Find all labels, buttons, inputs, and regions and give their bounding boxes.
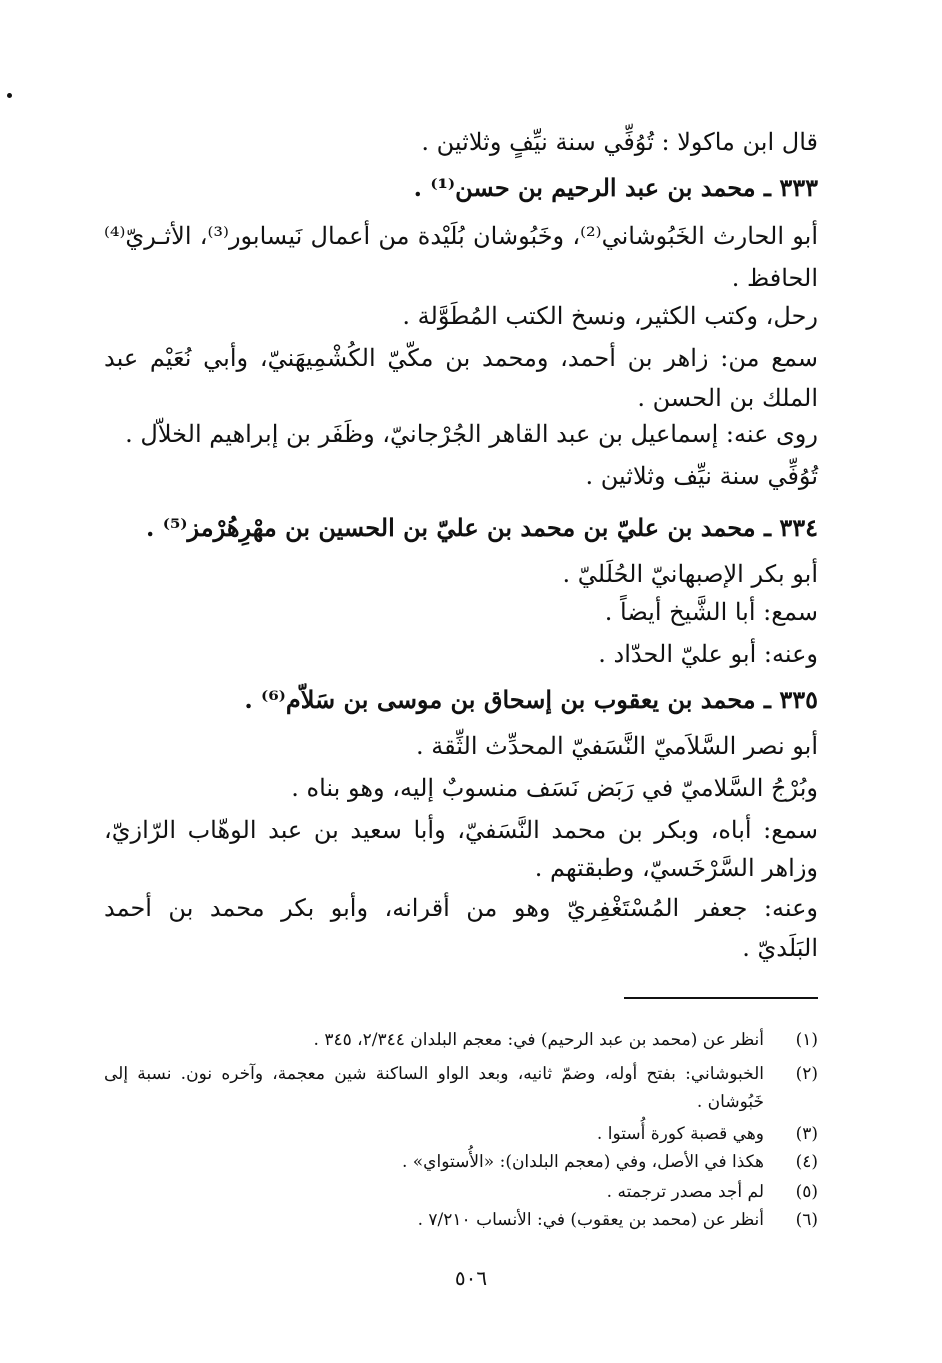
body-line: روى عنه: إسماعيل بن عبد القاهر الجُرْجانيّ، وظَفَر بن إبراهيم الخلاّل . xyxy=(125,420,818,448)
scan-speck xyxy=(7,93,12,98)
body-line: الحافظ . xyxy=(731,264,818,292)
body-line: أبو بكر الإصبهانيّ الحُلَليّ . xyxy=(562,560,818,588)
footnote-number: (٦) xyxy=(795,1210,818,1230)
body-line: سمع: أبا الشَّيخ أيضاً . xyxy=(604,598,818,626)
body-line: تُوُفِّي سنة نيِّف وثلاثين . xyxy=(585,462,818,490)
footnote-text: الخبوشاني: بفتح أوله، وضمّ ثانيه، وبعد الواو الساكنة شين معجمة، وآخره نون. نسبة إلى xyxy=(104,1064,764,1084)
body-line: رحل، وكتب الكثير، ونسخ الكتب المُطَوَّلة . xyxy=(402,302,818,330)
body-line: قال ابن ماكولا : تُوُفِّي سنة نيِّفٍ وثلاثين . xyxy=(421,128,818,156)
body-line: سمع: أباه، وبكر بن محمد النَّسَفيّ، وأبا سعيد بن عبد الوهّاب الرّازيّ، xyxy=(104,816,819,844)
entry-heading-335: ٣٣٥ ـ محمد بن يعقوب بن إسحاق بن موسى بن سَلاّم⁽⁶⁾ . xyxy=(244,685,818,714)
body-line: البَلَديّ . xyxy=(742,934,818,962)
body-line: وزاهر السَّرْخَسيّ، وطبقتهم . xyxy=(534,854,818,882)
entry-heading-334: ٣٣٤ ـ محمد بن عليّ بن محمد بن عليّ بن الحسين بن مهْرِهُرْمز⁽⁵⁾ . xyxy=(146,513,818,542)
page-number: ٥٠٦ xyxy=(454,1266,488,1290)
body-line: وعنه: أبو عليّ الحدّاد . xyxy=(598,640,818,668)
footnote-number: (٤) xyxy=(795,1152,818,1172)
footnote-text: هكذا في الأصل، وفي (معجم البلدان): «الأُستواي» . xyxy=(401,1152,764,1172)
footnote-text: وهي قصبة كورة أُستوا . xyxy=(596,1124,764,1144)
body-line: سمع من: زاهر بن أحمد، ومحمد بن مكّيّ الكُشْمِيهَنيّ، وأبي نُعَيْم عبد xyxy=(104,344,819,372)
footnote-separator xyxy=(624,997,818,999)
footnote-text: أنظر عن (محمد بن يعقوب) في: الأنساب ٧/٢١٠ . xyxy=(417,1210,764,1230)
body-line: وعنه: جعفر المُسْتَغْفِريّ وهو من أقرانه، وأبو بكر محمد بن أحمد xyxy=(104,894,818,922)
footnote-number: (٣) xyxy=(795,1124,818,1144)
footnote-number: (٥) xyxy=(795,1182,818,1202)
body-line: الملك بن الحسن . xyxy=(637,384,818,412)
footnote-text: لم أجد مصدر ترجمته . xyxy=(606,1182,764,1202)
entry-heading-333: ٣٣٣ ـ محمد بن عبد الرحيم بن حسن⁽¹⁾ . xyxy=(413,173,818,202)
footnote-number: (٢) xyxy=(795,1064,818,1084)
footnote-text: أنظر عن (محمد بن عبد الرحيم) في: معجم البلدان ٢/٣٤٤، ٣٤٥ . xyxy=(313,1030,764,1050)
footnote-number: (١) xyxy=(795,1030,818,1050)
body-line: وبُرْجُ السَّلاميّ في رَبَض نَسَف منسوبٌ إليه، وهو بناه . xyxy=(291,774,818,802)
footnote-text: خَبُوشان . xyxy=(696,1092,764,1112)
body-line: أبو نصر السَّلاَميّ النَّسَفيّ المحدِّث الثِّقة . xyxy=(416,732,818,760)
body-line: أبو الحارث الخَبُوشاني⁽²⁾، وخَبُوشان بُلَيْدة من أعمال نَيسابور⁽³⁾، الأثـريّ⁽⁴⁾ xyxy=(104,222,818,250)
